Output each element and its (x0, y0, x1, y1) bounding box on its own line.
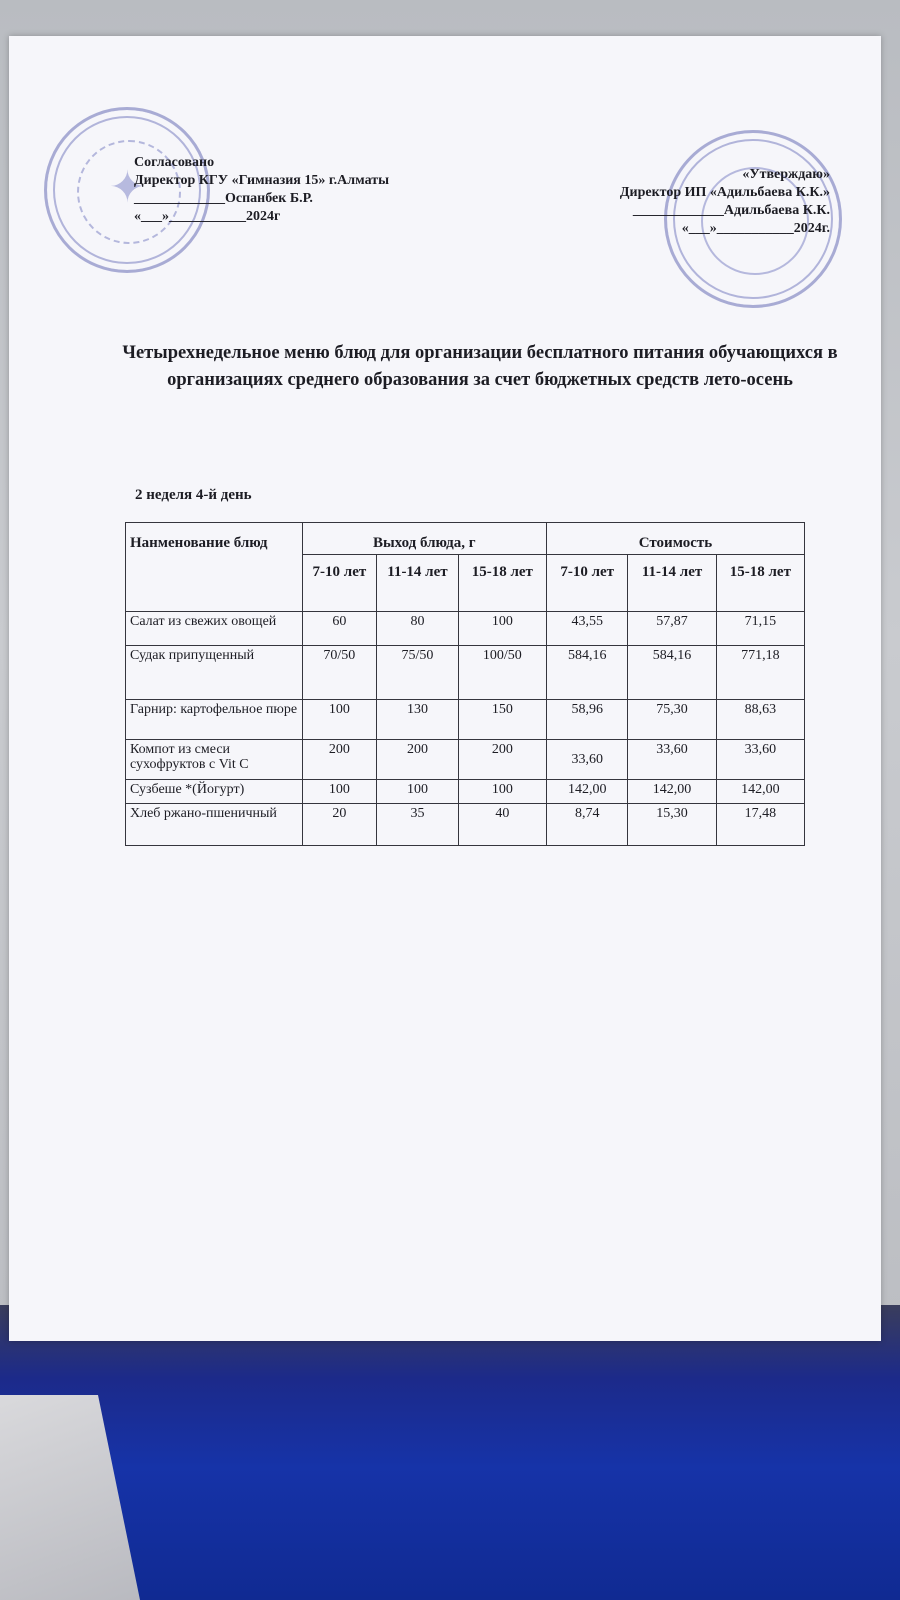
dish-name: Салат из свежих овощей (126, 612, 303, 646)
cost-cell: 33,60 (716, 740, 804, 780)
cost-cell: 33,60 (546, 740, 627, 780)
cost-cell: 8,74 (546, 804, 627, 846)
yield-cell: 100 (302, 780, 377, 804)
table-row (126, 804, 805, 846)
approval-right-line4: «___»___________2024г. (681, 221, 830, 236)
yield-cell: 100 (458, 612, 546, 646)
menu-table (125, 522, 805, 846)
yield-cell: 100 (302, 700, 377, 740)
header-age-group: 11-14 лет (377, 555, 458, 612)
table-row (126, 780, 805, 804)
table-row (126, 612, 805, 646)
yield-cell: 60 (302, 612, 377, 646)
cost-cell: 15,30 (628, 804, 716, 846)
yield-cell: 100/50 (458, 646, 546, 700)
dish-name: Гарнир: картофельное пюре (126, 700, 303, 740)
cost-cell: 771,18 (716, 646, 804, 700)
cost-cell: 43,55 (546, 612, 627, 646)
cost-cell: 142,00 (546, 780, 627, 804)
yield-cell: 20 (302, 804, 377, 846)
dish-name: Хлеб ржано-пшеничный (126, 804, 303, 846)
dish-name: Сузбеше *(Йогурт) (126, 780, 303, 804)
approval-right-line1: «Утверждаю» (742, 167, 830, 182)
cost-cell: 584,16 (546, 646, 627, 700)
header-age-group: 15-18 лет (458, 555, 546, 612)
table-row (126, 740, 805, 780)
yield-cell: 200 (377, 740, 458, 780)
blue-surface (0, 1305, 900, 1600)
yield-cell: 130 (377, 700, 458, 740)
cost-cell: 584,16 (628, 646, 716, 700)
dish-name: Судак припущенный (126, 646, 303, 700)
approval-right-line2: Директор ИП «Адильбаева К.К.» (619, 185, 830, 200)
header-age-group: 15-18 лет (716, 555, 804, 612)
cost-cell: 142,00 (628, 780, 716, 804)
table-row (126, 646, 805, 700)
yield-cell: 200 (458, 740, 546, 780)
yield-cell: 35 (377, 804, 458, 846)
cost-cell: 71,15 (716, 612, 804, 646)
yield-cell: 200 (302, 740, 377, 780)
approval-block-left (134, 154, 389, 226)
approval-block-right (620, 166, 830, 238)
cost-cell: 17,48 (716, 804, 804, 846)
header-cost: Стоимость (546, 523, 804, 555)
cost-cell: 88,63 (716, 700, 804, 740)
yield-cell: 150 (458, 700, 546, 740)
yield-cell: 100 (377, 780, 458, 804)
approval-left-line4: «___»___________2024г (134, 209, 281, 224)
yield-cell: 70/50 (302, 646, 377, 700)
document-subtitle: 2 неделя 4-й день (135, 487, 252, 503)
yield-cell: 40 (458, 804, 546, 846)
cost-cell: 57,87 (628, 612, 716, 646)
document-title: Четырехнедельное меню блюд для организации бесплатного питания обучающихся в организациях среднего образования за счет бюджетных средств лето-осень (122, 343, 838, 390)
yield-cell: 80 (377, 612, 458, 646)
approval-right-line3: _____________Адильбаева К.К. (632, 203, 830, 218)
approval-left-line2: Директор КГУ «Гимназия 15» г.Алматы (134, 173, 390, 188)
approval-left-line1: Согласовано (134, 155, 215, 170)
dish-name: Компот из смеси сухофруктов с Vit C (126, 740, 303, 780)
header-yield: Выход блюда, г (302, 523, 546, 555)
table-row (126, 700, 805, 740)
cost-cell: 58,96 (546, 700, 627, 740)
yield-cell: 75/50 (377, 646, 458, 700)
header-age-group: 11-14 лет (628, 555, 716, 612)
cost-cell: 33,60 (628, 740, 716, 780)
header-age-group: 7-10 лет (546, 555, 627, 612)
yield-cell: 100 (458, 780, 546, 804)
cost-cell: 142,00 (716, 780, 804, 804)
cost-cell: 75,30 (628, 700, 716, 740)
header-dish-name: Нанменование блюд (126, 523, 303, 612)
header-age-group: 7-10 лет (302, 555, 377, 612)
approval-left-line3: _____________Оспанбек Б.Р. (134, 191, 313, 206)
